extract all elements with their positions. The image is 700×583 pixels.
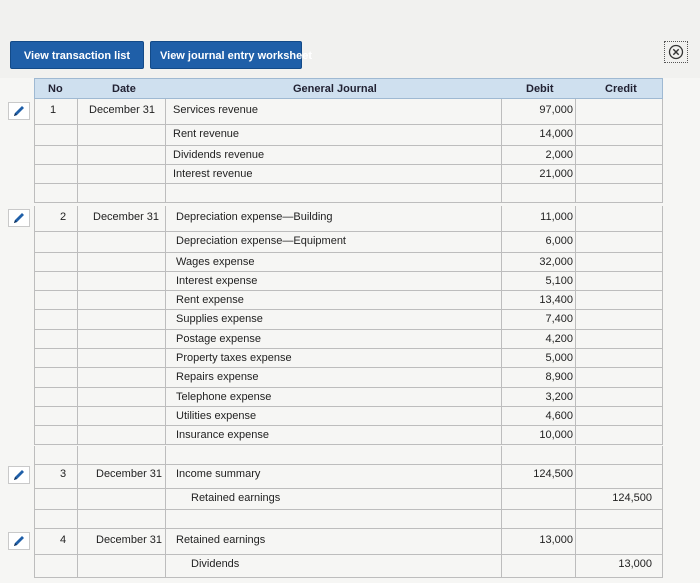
close-circle-icon [668, 44, 684, 60]
entry-number-cell [34, 125, 78, 146]
credit-cell[interactable] [576, 426, 663, 445]
entry-date: December 31 [93, 211, 160, 223]
entry-date-cell [78, 125, 166, 146]
account-name: Rent expense [176, 294, 244, 307]
credit-cell[interactable] [576, 232, 663, 253]
debit-cell[interactable] [502, 489, 576, 510]
entry-number-cell [34, 555, 78, 578]
entry-date-cell [78, 368, 166, 387]
account-name: Rent revenue [173, 128, 240, 140]
account-name: Telephone expense [176, 390, 272, 403]
debit-cell[interactable] [502, 510, 576, 529]
entry-date-cell [78, 446, 166, 465]
entry-date-cell [78, 426, 166, 445]
header-no: No [48, 83, 63, 95]
entry-number-cell [34, 165, 78, 184]
credit-cell[interactable] [576, 463, 663, 489]
debit-cell[interactable] [502, 184, 576, 203]
entry-date-cell [78, 510, 166, 529]
entry-number-cell [34, 388, 78, 407]
debit-amount: 2,000 [545, 148, 573, 161]
account-name: Retained earnings [176, 534, 266, 546]
account-name: Utilities expense [176, 409, 257, 422]
table-row [0, 407, 700, 426]
debit-amount: 8,900 [545, 371, 573, 384]
header-credit: Credit [605, 83, 637, 95]
account-name: Income summary [176, 468, 261, 480]
entry-date-cell [78, 310, 166, 329]
account-name: Interest expense [176, 274, 258, 287]
debit-cell[interactable] [502, 446, 576, 465]
debit-cell[interactable] [502, 555, 576, 578]
table-row [0, 165, 700, 184]
entry-date-cell [78, 407, 166, 426]
debit-amount: 10,000 [539, 429, 573, 442]
entry-date-cell [78, 253, 166, 272]
entry-number-cell [34, 349, 78, 368]
table-row [0, 232, 700, 253]
table-row [0, 310, 700, 329]
table-row [0, 206, 700, 232]
entry-date-cell [78, 146, 166, 165]
account-name: Postage expense [176, 332, 262, 345]
entry-date-cell [78, 388, 166, 407]
account-cell[interactable] [166, 184, 502, 203]
credit-cell[interactable] [576, 349, 663, 368]
debit-amount: 97,000 [539, 104, 573, 116]
entry-date: December 31 [89, 104, 156, 116]
entry-number-cell [34, 330, 78, 349]
entry-number-cell [34, 368, 78, 387]
journal-worksheet [0, 78, 700, 583]
credit-cell[interactable] [576, 291, 663, 310]
credit-cell[interactable] [576, 272, 663, 291]
entry-number-cell [34, 310, 78, 329]
table-row [0, 388, 700, 407]
account-name: Dividends [191, 558, 240, 570]
entry-number-cell [34, 146, 78, 165]
credit-cell[interactable] [576, 330, 663, 349]
debit-amount: 3,200 [545, 390, 573, 403]
debit-amount: 5,100 [545, 274, 573, 287]
account-name: Insurance expense [176, 429, 269, 442]
table-row [0, 368, 700, 387]
table-row [0, 529, 700, 555]
table-row [0, 463, 700, 489]
table-row [0, 291, 700, 310]
view-tabs [10, 41, 313, 69]
credit-cell[interactable] [576, 99, 663, 125]
entry-number-cell [34, 407, 78, 426]
credit-amount: 13,000 [618, 558, 652, 570]
table-row [0, 125, 700, 146]
credit-cell[interactable] [576, 368, 663, 387]
table-row [0, 146, 700, 165]
table-row [0, 99, 700, 125]
entry-number-cell [34, 253, 78, 272]
table-row [0, 253, 700, 272]
credit-cell[interactable] [576, 146, 663, 165]
credit-cell[interactable] [576, 125, 663, 146]
credit-cell[interactable] [576, 446, 663, 465]
entry-date-cell [78, 272, 166, 291]
close-button[interactable] [664, 41, 688, 63]
table-row [0, 555, 700, 578]
credit-amount: 124,500 [612, 492, 652, 504]
entry-number-cell [34, 272, 78, 291]
entry-number-cell [34, 510, 78, 529]
entry-number-cell [34, 232, 78, 253]
credit-cell[interactable] [576, 510, 663, 529]
table-row [0, 330, 700, 349]
entry-date-cell [78, 555, 166, 578]
header-general-journal: General Journal [293, 83, 377, 95]
table-row [0, 349, 700, 368]
debit-amount: 6,000 [545, 235, 573, 247]
entry-date-cell [78, 184, 166, 203]
debit-amount: 14,000 [539, 128, 573, 140]
debit-amount: 11,000 [540, 211, 573, 223]
header-debit: Debit [526, 83, 554, 95]
account-name: Property taxes expense [176, 352, 292, 364]
account-name: Wages expense [176, 255, 255, 268]
debit-amount: 7,400 [545, 313, 573, 326]
entry-number-cell [34, 184, 78, 203]
debit-amount: 124,500 [533, 468, 573, 480]
table-row [0, 510, 700, 529]
debit-amount: 4,200 [545, 332, 573, 345]
entry-date-cell [78, 330, 166, 349]
entry-date: December 31 [96, 534, 163, 546]
credit-cell[interactable] [576, 407, 663, 426]
account-name: Depreciation expense—Equipment [176, 235, 346, 247]
entry-date: December 31 [96, 468, 163, 480]
account-name: Repairs expense [176, 371, 259, 384]
debit-amount: 13,400 [539, 294, 573, 307]
entry-number: 1 [49, 104, 57, 116]
credit-cell[interactable] [576, 529, 663, 555]
table-header [34, 78, 663, 99]
table-row [0, 272, 700, 291]
account-name: Retained earnings [191, 492, 281, 504]
entry-number: 3 [59, 468, 67, 480]
debit-amount: 5,000 [545, 352, 573, 364]
account-name: Interest revenue [173, 167, 253, 180]
table-row [0, 489, 700, 510]
debit-amount: 21,000 [539, 167, 573, 180]
entry-number-cell [34, 426, 78, 445]
account-cell[interactable] [166, 446, 502, 465]
entry-date-cell [78, 165, 166, 184]
account-name: Supplies expense [176, 313, 263, 326]
entry-date-cell [78, 489, 166, 510]
account-name: Services revenue [173, 104, 258, 116]
entry-number-cell [34, 489, 78, 510]
entry-number: 2 [59, 211, 67, 223]
entry-number-cell [34, 291, 78, 310]
table-row [0, 184, 700, 203]
debit-amount: 13,000 [539, 534, 573, 546]
entry-number: 4 [59, 534, 67, 546]
journal-table [0, 99, 700, 583]
credit-cell[interactable] [576, 388, 663, 407]
entry-date-cell [78, 349, 166, 368]
credit-cell[interactable] [576, 206, 663, 232]
account-name: Dividends revenue [173, 148, 265, 161]
debit-amount: 32,000 [539, 255, 573, 268]
credit-cell[interactable] [576, 184, 663, 203]
view-journal-entry-worksheet-button[interactable]: View journal entry worksheet [150, 41, 302, 69]
view-transaction-list-button[interactable]: View transaction list [10, 41, 144, 69]
credit-cell[interactable] [576, 165, 663, 184]
account-name: Depreciation expense—Building [176, 211, 333, 223]
credit-cell[interactable] [576, 253, 663, 272]
table-row [0, 426, 700, 445]
credit-cell[interactable] [576, 310, 663, 329]
entry-date-cell [78, 232, 166, 253]
debit-amount: 4,600 [545, 409, 573, 422]
account-cell[interactable] [166, 510, 502, 529]
header-date: Date [112, 83, 136, 95]
table-row [0, 446, 700, 465]
entry-date-cell [78, 291, 166, 310]
entry-number-cell [34, 446, 78, 465]
